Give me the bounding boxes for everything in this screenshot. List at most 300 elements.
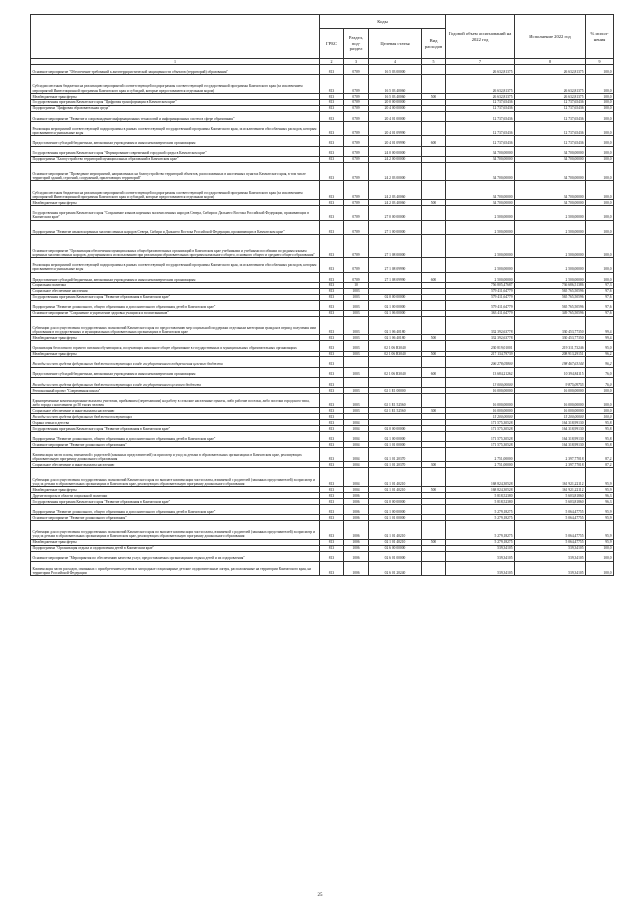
row-section: 0709 bbox=[344, 258, 369, 273]
table-row bbox=[31, 162, 614, 181]
row-grbs: 813 bbox=[320, 367, 344, 377]
row-percent: 100,0 bbox=[586, 545, 614, 551]
table-row bbox=[31, 357, 614, 367]
row-grbs: 813 bbox=[320, 206, 344, 221]
header-target: Целевая статья bbox=[369, 29, 422, 59]
row-grbs: 813 bbox=[320, 181, 344, 200]
row-percent: 100,0 bbox=[586, 99, 614, 105]
row-section: 1006 bbox=[344, 498, 369, 504]
row-execution: 15 200,00000 bbox=[515, 414, 586, 420]
row-annual: 5 818,52380 bbox=[446, 493, 515, 499]
row-name: Субсидии местным бюджетам на реализацию мероприятий соответствующей подпрограммы соответствующей государственной программы Камчатского края (за исключением мероприятий Инвестиционной программы Камчатского края и субсидий, которые предоставляются отдельным кодом) bbox=[31, 181, 320, 200]
row-percent: 95,9 bbox=[586, 539, 614, 545]
row-annual: 539,34105 bbox=[446, 551, 515, 561]
row-grbs: 813 bbox=[320, 105, 344, 111]
row-target: 02 1 01 20370 bbox=[369, 462, 422, 468]
col-num: 4 bbox=[369, 59, 422, 65]
row-annual: 26 632,81375 bbox=[446, 93, 515, 99]
row-grbs: 813 bbox=[320, 387, 344, 393]
row-target: 16 5 03 40060 bbox=[369, 75, 422, 94]
row-name: Основное мероприятие "Мероприятия по обеспечению качества услуг, предоставляемых организациями отдыха детей и их оздоровления" bbox=[31, 551, 320, 561]
header-percent: % испол-нения bbox=[586, 15, 614, 59]
row-annual: 34 700,00000 bbox=[446, 200, 515, 206]
row-exptype bbox=[422, 146, 446, 156]
row-section: 1003 bbox=[344, 393, 369, 408]
row-section: 1006 bbox=[344, 504, 369, 514]
row-execution: 736 686,51386 bbox=[515, 282, 586, 288]
row-grbs: 813 bbox=[320, 504, 344, 514]
header-annual: Годовой объем ассигнований на 2022 год bbox=[446, 15, 515, 59]
row-section bbox=[344, 357, 369, 367]
row-target: 24 2 03 40060 bbox=[369, 200, 422, 206]
row-execution: 349 765,50596 bbox=[515, 310, 586, 316]
row-name: Подпрограмма "Развитие дошкольного, общего образования и дополнительного образования детей в Камчатском крае" bbox=[31, 300, 320, 310]
row-annual: 168 824,30528 bbox=[446, 487, 515, 493]
row-grbs: 813 bbox=[320, 300, 344, 310]
row-percent: 95,9 bbox=[586, 520, 614, 539]
row-grbs: 813 bbox=[320, 520, 344, 539]
row-section: 1006 bbox=[344, 539, 369, 545]
col-num: 3 bbox=[344, 59, 369, 65]
row-target: 24 0 00 00000 bbox=[369, 146, 422, 156]
table-row bbox=[31, 377, 614, 387]
row-execution: 219 311,73246 bbox=[515, 341, 586, 351]
row-percent: 100,0 bbox=[586, 408, 614, 414]
row-percent: 95,8 bbox=[586, 431, 614, 441]
row-execution: 5 603,81860 bbox=[515, 498, 586, 504]
col-num: 5 bbox=[422, 59, 446, 65]
row-name: Основное мероприятие "Развитие и сопровождение информационных технологий и информационных систем в сфере образования" bbox=[31, 111, 320, 121]
row-target: 02 1 06 40180 bbox=[369, 316, 422, 335]
row-percent: 100,0 bbox=[586, 105, 614, 111]
row-percent: 97,6 bbox=[586, 288, 614, 294]
row-target: 02 1 01 40210 bbox=[369, 520, 422, 539]
row-exptype bbox=[422, 468, 446, 487]
row-exptype bbox=[422, 447, 446, 462]
row-grbs: 813 bbox=[320, 146, 344, 156]
row-annual: 363 411,64779 bbox=[446, 310, 515, 316]
row-percent: 100,0 bbox=[586, 414, 614, 420]
row-annual: 12 737,65436 bbox=[446, 111, 515, 121]
row-grbs: 813 bbox=[320, 335, 344, 341]
row-target: 20 4 00 00000 bbox=[369, 105, 422, 111]
row-section: 0709 bbox=[344, 121, 369, 136]
col-num: 1 bbox=[31, 59, 320, 65]
row-annual: 2 500,00000 bbox=[446, 206, 515, 221]
row-section: 0709 bbox=[344, 136, 369, 146]
header-exptype: Вид расходов bbox=[422, 29, 446, 59]
row-name: Межбюджетные трансферты bbox=[31, 200, 320, 206]
row-percent: 100,0 bbox=[586, 393, 614, 408]
row-section: 0709 bbox=[344, 156, 369, 162]
row-exptype bbox=[422, 162, 446, 181]
row-execution: 330 453,77350 bbox=[515, 316, 586, 335]
table-row bbox=[31, 504, 614, 514]
row-target: 16 5 03 00000 bbox=[369, 65, 422, 75]
row-percent: 87,2 bbox=[586, 447, 614, 462]
row-name: Организация бесплатного горячего питания обучающихся, получающих начальное общее образование в государственных и муниципальных образовательных организациях bbox=[31, 341, 320, 351]
row-annual: 34 700,00000 bbox=[446, 146, 515, 156]
row-annual: 539,34105 bbox=[446, 561, 515, 576]
col-num: 7 bbox=[446, 59, 515, 65]
row-name: Основное мероприятие "Организация обеспечения муниципальных общеобразовательных организаций в Камчатском крае учебниками и учебными пособиями по родным языкам коренных малочисленных народов, допущенными к использованию при реализации образовательных программ начального общего, основного общего и среднего общего образования" bbox=[31, 235, 320, 258]
row-exptype: 600 bbox=[422, 367, 446, 377]
row-annual: 230 819,01001 bbox=[446, 341, 515, 351]
col-num: 8 bbox=[515, 59, 586, 65]
row-percent: 97,6 bbox=[586, 300, 614, 310]
row-target: 02 1 06 R3040 bbox=[369, 367, 422, 377]
row-target: 27 1 08 09990 bbox=[369, 272, 422, 282]
row-name: Подпрограмма "Развитие дошкольного, общего образования и дополнительного образования детей в Камчатском крае" bbox=[31, 431, 320, 441]
row-annual: 579 411,64779 bbox=[446, 300, 515, 310]
row-section: 1004 bbox=[344, 426, 369, 432]
row-grbs: 813 bbox=[320, 294, 344, 300]
row-percent: 100,0 bbox=[586, 111, 614, 121]
row-exptype: 500 bbox=[422, 539, 446, 545]
row-grbs: 813 bbox=[320, 462, 344, 468]
row-annual: 5 818,52380 bbox=[446, 498, 515, 504]
row-percent: 95,9 bbox=[586, 504, 614, 514]
row-name: Основное мероприятие "Сохранение и укрепление здоровья учащихся и воспитанников" bbox=[31, 310, 320, 316]
row-percent: 100,0 bbox=[586, 146, 614, 156]
row-percent: 100,0 bbox=[586, 206, 614, 221]
table-row bbox=[31, 316, 614, 335]
row-name: Межбюджетные трансферты bbox=[31, 539, 320, 545]
row-exptype bbox=[422, 111, 446, 121]
row-name: Основное мероприятие "Развитие дошкольного образования" bbox=[31, 515, 320, 521]
row-execution: 5 064,47755 bbox=[515, 539, 586, 545]
table-row bbox=[31, 551, 614, 561]
row-execution: 2 397,77018 bbox=[515, 447, 586, 462]
row-section: 1004 bbox=[344, 431, 369, 441]
row-section: 10 bbox=[344, 282, 369, 288]
table-row bbox=[31, 206, 614, 221]
row-grbs: 813 bbox=[320, 414, 344, 420]
row-execution: 34 700,00000 bbox=[515, 162, 586, 181]
row-annual: 5 279,18275 bbox=[446, 504, 515, 514]
row-exptype bbox=[422, 75, 446, 94]
row-name: Государственная программа Камчатского края "Развитие образования в Камчатском крае" bbox=[31, 294, 320, 300]
row-name: Расходы за счет средств федерального бюджета поступающих в виде государственного подкрепления целевого бюджета bbox=[31, 357, 320, 367]
row-exptype: 500 bbox=[422, 335, 446, 341]
row-grbs: 813 bbox=[320, 420, 344, 426]
row-annual: 332 392,63778 bbox=[446, 335, 515, 341]
row-target: 02 0 00 00000 bbox=[369, 426, 422, 432]
row-name: Основное мероприятие "Проведение мероприятий, направленных на благоустройство территорий объектов, расположенных в населенных пунктах Камчатского края, в том числе территорий зданий, строений, сооружений, прилегающих территорий" bbox=[31, 162, 320, 181]
header-name-cell bbox=[31, 15, 320, 59]
row-section: 1003 bbox=[344, 294, 369, 300]
row-name: Основное мероприятие "Обеспечение требований к антитеррористической защищенности объектов (территорий) образования" bbox=[31, 65, 320, 75]
row-annual: 171 575,30528 bbox=[446, 442, 515, 448]
col-num: 9 bbox=[586, 59, 614, 65]
row-name: Межбюджетные трансферты bbox=[31, 335, 320, 341]
row-grbs: 813 bbox=[320, 156, 344, 162]
row-execution: 26 632,81375 bbox=[515, 65, 586, 75]
row-annual: 34 700,00000 bbox=[446, 162, 515, 181]
row-execution: 5 603,81860 bbox=[515, 493, 586, 499]
row-exptype: 600 bbox=[422, 272, 446, 282]
row-execution: 2 500,00000 bbox=[515, 220, 586, 235]
row-grbs: 813 bbox=[320, 561, 344, 576]
row-grbs: 813 bbox=[320, 93, 344, 99]
row-execution: 161 921,22112 bbox=[515, 487, 586, 493]
row-section: 0709 bbox=[344, 146, 369, 156]
row-percent: 100,0 bbox=[586, 561, 614, 576]
row-name: Подпрограмма "Благоустройство территорий муниципальных образований в Камчатском крае" bbox=[31, 156, 320, 162]
budget-table-sheet bbox=[30, 14, 613, 576]
row-name: Субсидии местным бюджетам на реализацию мероприятий соответствующей подпрограммы соответствующей государственной программы Камчатского края (за исключением мероприятий Инвестиционной программы Камчатского края и субсидий, которые предоставляются отдельным кодом) bbox=[31, 75, 320, 94]
row-section: 1004 bbox=[344, 468, 369, 487]
row-name: Межбюджетные трансферты bbox=[31, 93, 320, 99]
row-execution: 34 700,00000 bbox=[515, 200, 586, 206]
row-percent: 97,6 bbox=[586, 310, 614, 316]
row-grbs: 813 bbox=[320, 426, 344, 432]
row-annual: 2 500,00000 bbox=[446, 235, 515, 258]
table-row bbox=[31, 136, 614, 146]
row-name: Подпрограмма "Цифровая образовательная среда" bbox=[31, 105, 320, 111]
row-name: Социальная политика bbox=[31, 282, 320, 288]
table-row bbox=[31, 121, 614, 136]
row-execution: 10 394,84115 bbox=[515, 367, 586, 377]
row-annual: 2 500,00000 bbox=[446, 272, 515, 282]
row-grbs: 813 bbox=[320, 200, 344, 206]
row-section: 1006 bbox=[344, 493, 369, 499]
row-name: Субвенции для осуществления государственных полномочий Камчатского края по выплате компенсации части платы, взимаемой с родителей (законных представителей) за присмотр и уход за детьми в образовательных организациях в Камчатском крае, реализующих образовательную программу дошкольного образования bbox=[31, 520, 320, 539]
row-section: 0709 bbox=[344, 75, 369, 94]
row-percent: 100,0 bbox=[586, 258, 614, 273]
row-grbs: 813 bbox=[320, 111, 344, 121]
row-name: Предоставление субсидий бюджетным, автономным учреждениям и иным некоммерческим организациям bbox=[31, 136, 320, 146]
row-annual: 12 737,65436 bbox=[446, 121, 515, 136]
row-execution: 565 765,50596 bbox=[515, 294, 586, 300]
row-percent: 95,9 bbox=[586, 468, 614, 487]
row-percent: 100,0 bbox=[586, 162, 614, 181]
row-exptype bbox=[422, 206, 446, 221]
row-target: 20 4 01 09990 bbox=[369, 121, 422, 136]
row-name: Реализация мероприятий соответствующей подпрограммы в рамках соответствующей государственной программы Камчатского края, за исключением обособленных расходов, которым присваиваются уникальные коды bbox=[31, 121, 320, 136]
budget-execution-table bbox=[30, 14, 614, 576]
row-percent: 96,3 bbox=[586, 498, 614, 504]
row-percent: 100,0 bbox=[586, 220, 614, 235]
row-target: 27 1 00 00000 bbox=[369, 220, 422, 235]
row-exptype bbox=[422, 561, 446, 576]
row-target: 20 0 00 00000 bbox=[369, 99, 422, 105]
row-percent: 95,9 bbox=[586, 515, 614, 521]
row-execution: 164 318,99130 bbox=[515, 431, 586, 441]
table-row bbox=[31, 431, 614, 441]
col-num: 2 bbox=[320, 59, 344, 65]
row-annual: 34 700,00000 bbox=[446, 181, 515, 200]
row-execution: 26 632,81375 bbox=[515, 75, 586, 94]
row-execution: 16 000,00000 bbox=[515, 387, 586, 393]
table-body bbox=[31, 65, 614, 576]
row-execution: 34 700,00000 bbox=[515, 181, 586, 200]
row-section bbox=[344, 377, 369, 387]
row-annual: 15 200,00000 bbox=[446, 414, 515, 420]
table-row bbox=[31, 561, 614, 576]
row-percent: 100,0 bbox=[586, 75, 614, 94]
row-percent: 96,3 bbox=[586, 493, 614, 499]
row-execution: 9 875,09755 bbox=[515, 377, 586, 387]
row-section: 0709 bbox=[344, 272, 369, 282]
row-section: 0709 bbox=[344, 235, 369, 258]
row-grbs: 813 bbox=[320, 447, 344, 462]
row-section: 1006 bbox=[344, 515, 369, 521]
row-section: 0709 bbox=[344, 111, 369, 121]
row-annual: 16 000,00000 bbox=[446, 387, 515, 393]
row-name: Межбюджетные трансферты bbox=[31, 487, 320, 493]
row-grbs: 813 bbox=[320, 498, 344, 504]
row-percent: 95,0 bbox=[586, 341, 614, 351]
row-target: 02 1 06 R3040 bbox=[369, 351, 422, 357]
row-grbs: 813 bbox=[320, 99, 344, 105]
row-percent: 100,0 bbox=[586, 121, 614, 136]
row-section: 1003 bbox=[344, 367, 369, 377]
row-execution: 12 737,65436 bbox=[515, 136, 586, 146]
row-percent: 95,8 bbox=[586, 420, 614, 426]
row-execution: 34 700,00000 bbox=[515, 146, 586, 156]
row-target: 02 1 01 00000 bbox=[369, 442, 422, 448]
row-target: 02 6 01 20240 bbox=[369, 561, 422, 576]
row-section: 1003 bbox=[344, 408, 369, 414]
row-target: 16 5 03 40060 bbox=[369, 93, 422, 99]
row-section: 0709 bbox=[344, 200, 369, 206]
row-target: 02 6 01 00000 bbox=[369, 551, 422, 561]
row-section: 1003 bbox=[344, 351, 369, 357]
row-execution: 2 500,00000 bbox=[515, 235, 586, 258]
row-annual: 26 632,81375 bbox=[446, 65, 515, 75]
row-name: Расходы за счет средств федерального бюджета поступающих bbox=[31, 414, 320, 420]
row-execution: 5 064,47755 bbox=[515, 515, 586, 521]
table-row bbox=[31, 146, 614, 156]
row-target: 20 4 01 09990 bbox=[369, 136, 422, 146]
row-section: 1003 bbox=[344, 288, 369, 294]
row-annual: 13 684,21262 bbox=[446, 367, 515, 377]
row-name: Охрана семьи и детства bbox=[31, 420, 320, 426]
row-execution: 164 318,99130 bbox=[515, 442, 586, 448]
row-exptype bbox=[422, 121, 446, 136]
row-execution: 565 765,50596 bbox=[515, 300, 586, 310]
row-percent: 95,8 bbox=[586, 426, 614, 432]
row-name: Региональный проект "Современная школа" bbox=[31, 387, 320, 393]
row-percent: 96,2 bbox=[586, 351, 614, 357]
row-section: 1004 bbox=[344, 462, 369, 468]
row-section: 1006 bbox=[344, 561, 369, 576]
row-target: 02 1 00 00000 bbox=[369, 300, 422, 310]
row-annual: 539,34105 bbox=[446, 545, 515, 551]
row-target bbox=[369, 377, 422, 387]
row-annual: 26 632,81375 bbox=[446, 75, 515, 94]
row-annual: 756 805,47687 bbox=[446, 282, 515, 288]
row-percent: 100,0 bbox=[586, 65, 614, 75]
row-section: 0709 bbox=[344, 162, 369, 181]
table-row bbox=[31, 520, 614, 539]
row-exptype: 500 bbox=[422, 487, 446, 493]
row-percent: 97,6 bbox=[586, 294, 614, 300]
row-exptype: 500 bbox=[422, 200, 446, 206]
row-section: 0709 bbox=[344, 181, 369, 200]
row-exptype bbox=[422, 431, 446, 441]
row-grbs: 813 bbox=[320, 288, 344, 294]
row-grbs: 813 bbox=[320, 220, 344, 235]
row-annual: 16 000,00000 bbox=[446, 393, 515, 408]
row-name: Основное мероприятие "Развитие дошкольного образования" bbox=[31, 442, 320, 448]
header-grbs: ГРБС bbox=[320, 29, 344, 59]
row-grbs: 813 bbox=[320, 545, 344, 551]
table-row bbox=[31, 468, 614, 487]
row-grbs: 813 bbox=[320, 162, 344, 181]
row-annual: 171 575,30528 bbox=[446, 420, 515, 426]
row-exptype bbox=[422, 258, 446, 273]
row-annual: 2 500,00000 bbox=[446, 220, 515, 235]
row-annual: 206 278,05800 bbox=[446, 357, 515, 367]
row-exptype: 300 bbox=[422, 462, 446, 468]
row-execution: 2 500,00000 bbox=[515, 206, 586, 221]
row-grbs: 813 bbox=[320, 136, 344, 146]
row-execution: 16 000,00000 bbox=[515, 393, 586, 408]
row-target: 02 1 06 00000 bbox=[369, 310, 422, 316]
row-exptype bbox=[422, 341, 446, 351]
row-annual: 171 575,30528 bbox=[446, 431, 515, 441]
row-execution: 539,34105 bbox=[515, 551, 586, 561]
row-percent: 97,3 bbox=[586, 282, 614, 288]
row-percent: 100,0 bbox=[586, 272, 614, 282]
row-grbs: 813 bbox=[320, 442, 344, 448]
row-grbs: 813 bbox=[320, 258, 344, 273]
row-section: 0709 bbox=[344, 220, 369, 235]
row-exptype: 600 bbox=[422, 136, 446, 146]
table-row bbox=[31, 181, 614, 200]
header-execution: Исполнение 2022 год bbox=[515, 15, 586, 59]
row-target: 02 1 E1 00000 bbox=[369, 387, 422, 393]
row-target: 02 1 01 40210 bbox=[369, 487, 422, 493]
row-section: 1003 bbox=[344, 316, 369, 335]
row-grbs: 813 bbox=[320, 282, 344, 288]
header-section: Раздел, под-раздел bbox=[344, 29, 369, 59]
row-annual: 217 134,79739 bbox=[446, 351, 515, 357]
row-target: 02 1 01 20370 bbox=[369, 447, 422, 462]
table-row bbox=[31, 111, 614, 121]
row-execution: 161 921,22112 bbox=[515, 468, 586, 487]
row-target: 27 1 08 09990 bbox=[369, 258, 422, 273]
table-row bbox=[31, 341, 614, 351]
row-execution: 539,34105 bbox=[515, 545, 586, 551]
row-execution: 330 453,77350 bbox=[515, 335, 586, 341]
row-execution: 12 737,65436 bbox=[515, 105, 586, 111]
row-percent: 100,0 bbox=[586, 235, 614, 258]
table-row bbox=[31, 393, 614, 408]
row-target: 24 2 03 00000 bbox=[369, 162, 422, 181]
row-percent: 100,0 bbox=[586, 156, 614, 162]
row-exptype bbox=[422, 316, 446, 335]
row-execution: 34 700,00000 bbox=[515, 156, 586, 162]
row-grbs: 813 bbox=[320, 539, 344, 545]
row-section: 1004 bbox=[344, 487, 369, 493]
row-target: 02 1 00 00000 bbox=[369, 431, 422, 441]
row-percent: 95,8 bbox=[586, 442, 614, 448]
row-name: Компенсация части расходов, связанных с приобретением путевок в загородные стационарные детские оздоровительные лагеря, расположенные на территории Камчатского края, на территории Российской Федерации bbox=[31, 561, 320, 576]
row-exptype bbox=[422, 504, 446, 514]
row-annual: 13 000,00000 bbox=[446, 377, 515, 387]
row-annual: 34 700,00000 bbox=[446, 156, 515, 162]
row-target: 02 6 00 00000 bbox=[369, 545, 422, 551]
row-target: 02 1 01 00000 bbox=[369, 515, 422, 521]
row-grbs: 813 bbox=[320, 75, 344, 94]
row-target: 20 4 01 00000 bbox=[369, 111, 422, 121]
row-grbs: 813 bbox=[320, 121, 344, 136]
row-grbs: 813 bbox=[320, 235, 344, 258]
row-section: 1006 bbox=[344, 545, 369, 551]
